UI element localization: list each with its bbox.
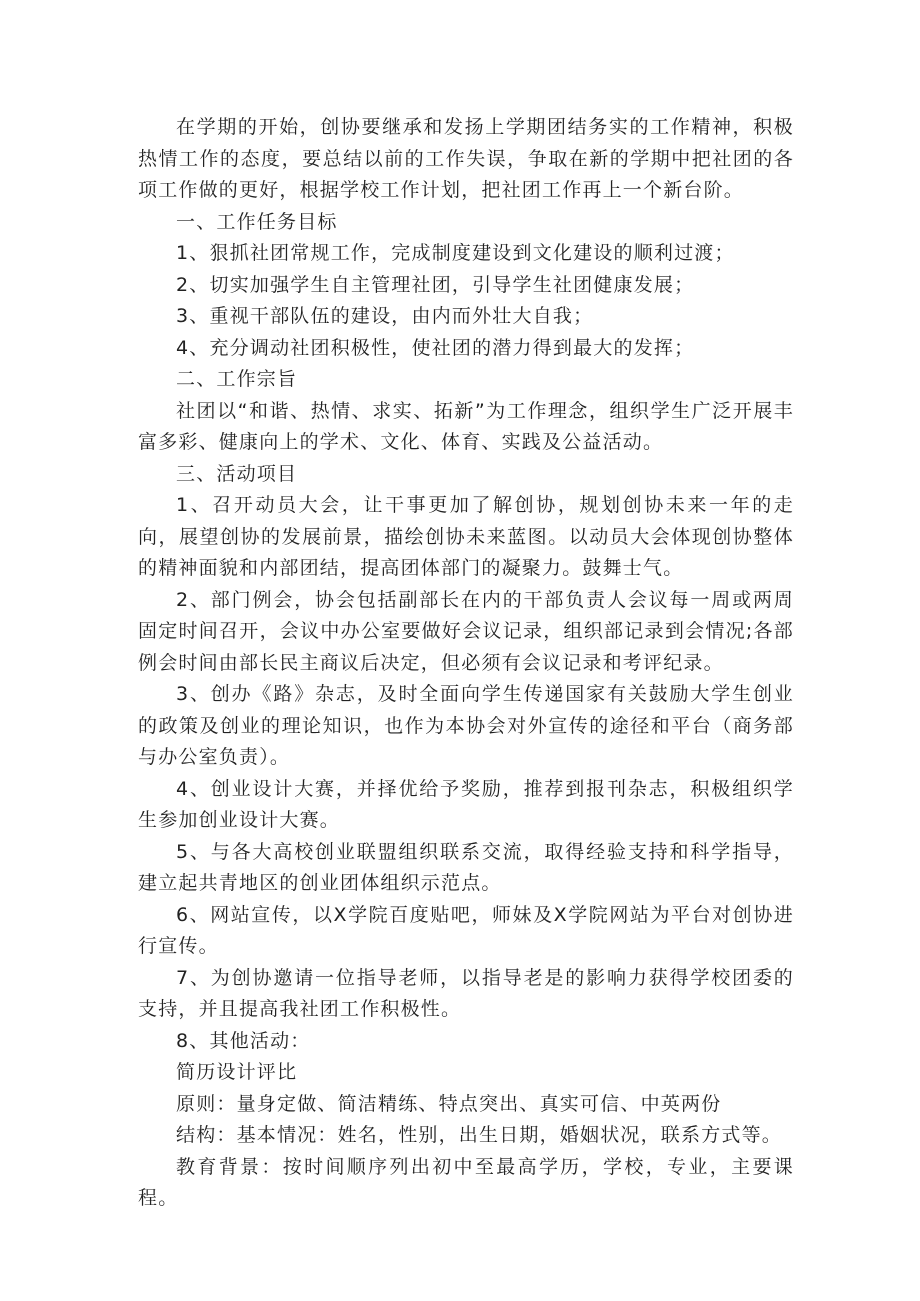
activity-item-2: 2、部门例会，协会包括副部长在内的干部负责人会议每一周或两周固定时间召开，会议中办公室要做好会议记录，组织部记录到会情况;各部例会时间由部长民主商议后决定，但必须有会议记录和考评纪录。 <box>138 588 794 674</box>
resume-principle: 原则：量身定做、简洁精练、特点突出、真实可信、中英两份 <box>176 1092 722 1115</box>
goal-item-2: 2、切实加强学生自主管理社团，引导学生社团健康发展； <box>176 273 695 296</box>
document-body <box>138 112 794 1215</box>
activity-item-4: 4、创业设计大赛，并择优给予奖励，推荐到报刊杂志，积极组织学生参加创业设计大赛。 <box>138 777 794 831</box>
activity-item-6: 6、网站宣传，以X学院百度贴吧，师妹及X学院网站为平台对创协进行宣传。 <box>138 903 794 957</box>
purpose-paragraph: 社团以“和谐、热情、求实、拓新”为工作理念，组织学生广泛开展丰富多彩、健康向上的学术、文化、体育、实践及公益活动。 <box>138 399 794 453</box>
goal-item-4: 4、充分调动社团积极性，使社团的潜力得到最大的发挥； <box>176 336 695 359</box>
section-heading-goals: 一、工作任务目标 <box>176 210 338 233</box>
resume-education: 教育背景：按时间顺序列出初中至最高学历，学校，专业，主要课程。 <box>138 1155 794 1209</box>
resume-structure: 结构：基本情况：姓名，性别，出生日期，婚姻状况，联系方式等。 <box>176 1124 783 1146</box>
activity-item-3: 3、创办《路》杂志，及时全面向学生传递国家有关鼓励大学生创业的政策及创业的理论知识，也作为本协会对外宣传的途径和平台（商务部与办公室负责）。 <box>138 683 794 768</box>
section-heading-purpose: 二、工作宗旨 <box>176 368 298 390</box>
section-heading-activities: 三、活动项目 <box>176 462 298 485</box>
activity-item-8: 8、其他活动： <box>176 1029 311 1052</box>
goal-item-1: 1、狠抓社团常规工作，完成制度建设到文化建设的顺利过渡； <box>176 242 735 264</box>
activity-item-7: 7、为创协邀请一位指导老师，以指导老是的影响力获得学校团委的支持，并且提高我社团工作积极性。 <box>138 966 794 1020</box>
activity-item-5: 5、与各大高校创业联盟组织联系交流，取得经验支持和科学指导，建立起共青地区的创业团体组织示范点。 <box>138 840 794 894</box>
goal-item-3: 3、重视干部队伍的建设，由内而外壮大自我； <box>176 305 594 327</box>
intro-paragraph: 在学期的开始，创协要继承和发扬上学期团结务实的工作精神，积极热情工作的态度，要总结以前的工作失误，争取在新的学期中把社团的各项工作做的更好，根据学校工作计划，把社团工作再上一个新台阶。 <box>138 116 794 201</box>
activity-item-1: 1、召开动员大会，让干事更加了解创协，规划创协未来一年的走向，展望创协的发展前景，描绘创协未来蓝图。以动员大会体现创协整体的精神面貌和内部团结，提高团体部门的凝聚力。鼓舞士气。 <box>138 494 794 579</box>
resume-contest-heading: 简历设计评比 <box>176 1061 298 1083</box>
